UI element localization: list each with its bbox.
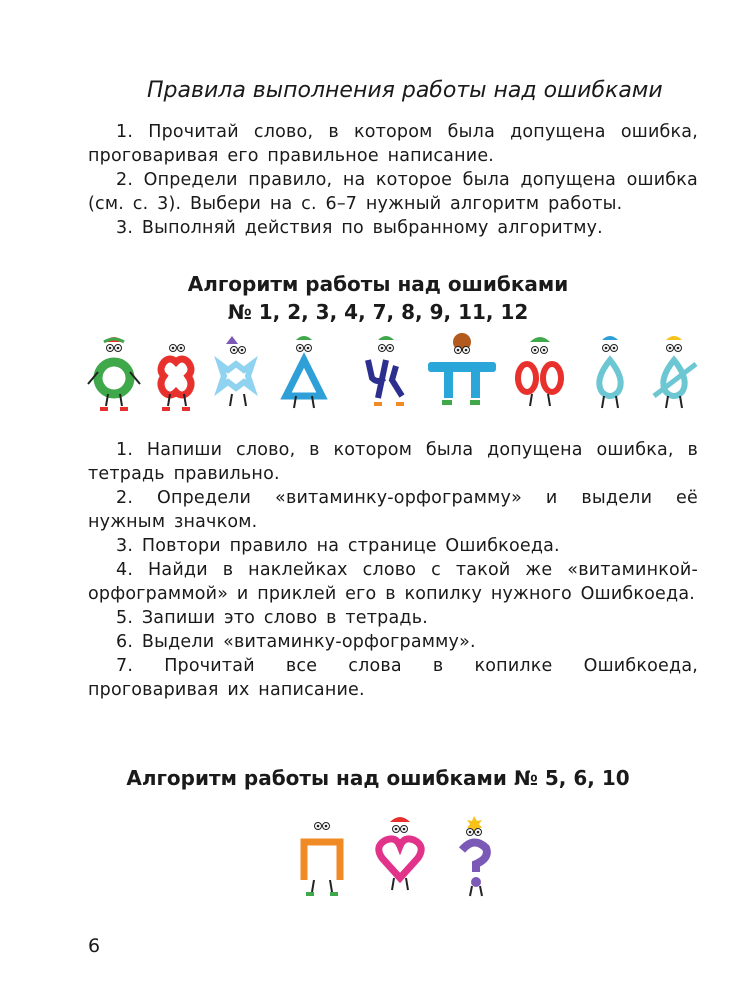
character-p-icon [304,823,340,897]
rules-item: 3. Выполняй действия по выбранному алгоритму. [116,218,603,238]
rules-item: 2. Определи правило, на которое была допущена ошибка (см. с. 3). Выбери на с. 6–7 нужный алгоритм работы. [88,170,698,214]
rules-item: 1. Прочитай слово, в котором была допущена ошибка, проговаривая его правильное написание. [88,122,698,166]
character-double-o-icon [518,337,561,406]
algorithm2-title: Алгоритм работы над ошибками № 5, 6, 10 [126,766,630,790]
page-number: 6 [88,935,101,957]
algorithm-step: 6. Выдели «витаминку-орфограмму». [116,632,476,652]
algorithm-step: 3. Повтори правило на странице Ошибкоеда. [116,536,560,556]
algorithm-step: 2. Определи «витаминку-орфограмму» и выдели её нужным значком. [88,488,698,532]
letter-characters-illustration [82,332,702,414]
character-heart-icon [379,817,421,890]
algorithm-step: 7. Прочитай все слова в копилке Ошибкоеда, проговаривая их написание. [88,656,698,700]
character-wavy-icon [161,345,191,412]
character-crossed-drop-icon [654,336,696,408]
letter-characters-illustration-2 [292,812,508,900]
character-o-icon [88,337,140,411]
rules-title: Правила выполнения работы над ошибками [147,78,663,103]
character-slash-icon [368,336,404,406]
character-zigzag-icon [220,336,252,406]
algorithm1-numbers: № 1, 2, 3, 4, 7, 8, 9, 11, 12 [227,300,529,324]
character-triangle-icon [286,336,322,408]
algorithm1-steps [88,438,698,702]
algorithm-step: 5. Запиши это слово в тетрадь. [116,608,428,628]
algorithm1-title: Алгоритм работы над ошибками [187,272,569,296]
character-question-icon [462,816,487,896]
rules-list [88,120,698,240]
character-drop-icon [599,336,620,408]
algorithm-step: 1. Напиши слово, в котором была допущена ошибка, в тетрадь правильно. [88,440,698,484]
algorithm-step: 4. Найди в наклейках слово с такой же «витаминкой-орфограммой» и приклей его в копилку нужного Ошибкоеда. [88,560,698,604]
character-t-icon [428,333,496,405]
